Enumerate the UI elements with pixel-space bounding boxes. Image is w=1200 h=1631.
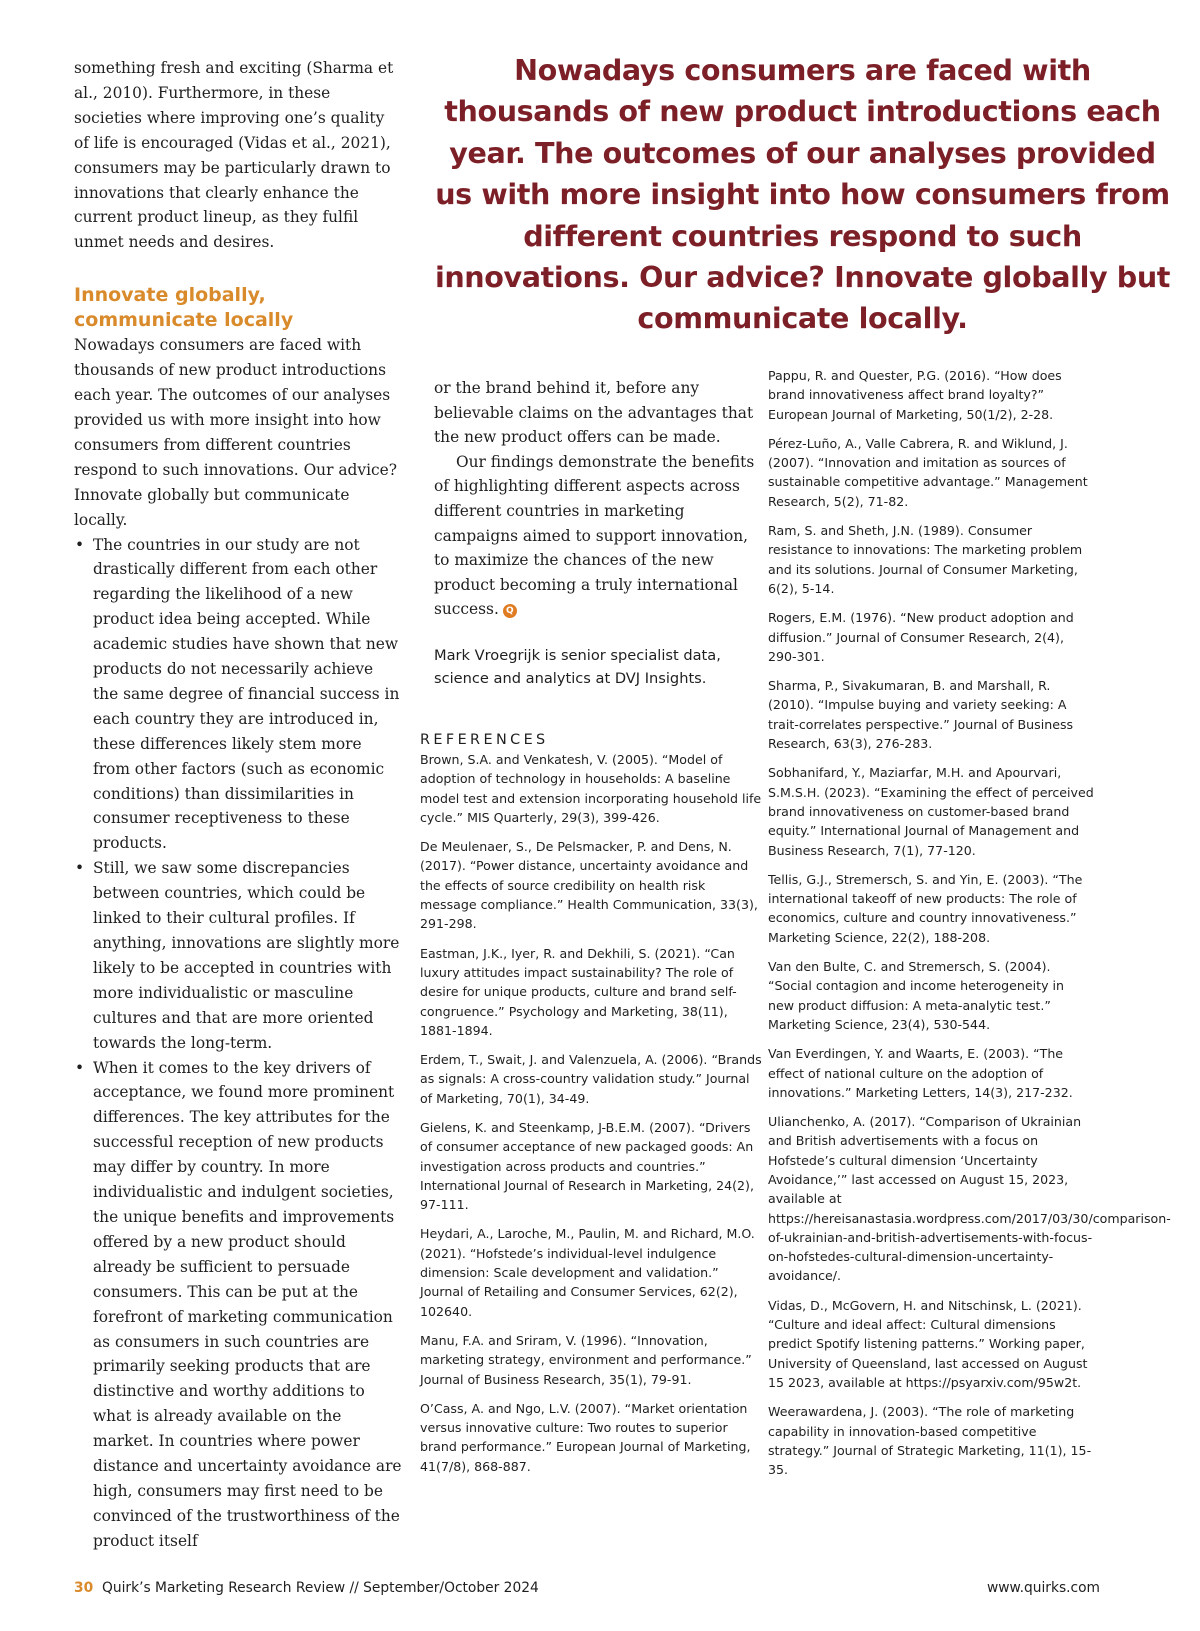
body-text bbox=[434, 376, 762, 622]
reference-item: Vidas, D., McGovern, H. and Nitschinsk, L. (2021). “Culture and ideal affect: Cultural dimensions predict Spotify listening patterns.” Working paper, University of Queensland, last accessed on August 15 2023, available at https://psyarxiv.com/95w2t. bbox=[768, 1297, 1088, 1390]
section-heading bbox=[74, 283, 402, 333]
reference-item: Van Everdingen, Y. and Waarts, E. (2003). “The effect of national culture on the adoption of innovations.” Marketing Letters, 14(3), 217-232. bbox=[768, 1046, 1073, 1100]
reference-item: Rogers, E.M. (1976). “New product adoption and diffusion.” Journal of Consumer Research, 2(4), 290-301. bbox=[768, 610, 1074, 664]
reference-item: Ulianchenko, A. (2017). “Comparison of Ukrainian and British advertisements with a focus on Hofstede’s cultural dimension ‘Uncertainty Avoidance,’” last accessed on August 15, 2023, available at https://hereisanastasia.wordpress.com/2017/03/30/comparison-of-ukrainian-and-british-advertisements-with-focus-on-hofstedes-cultural-dimension-uncertainty-avoidance/. bbox=[768, 1114, 1171, 1284]
references-list-part-1 bbox=[420, 750, 762, 1476]
website-url: www.quirks.com bbox=[986, 1580, 1100, 1596]
reference-item: Weerawardena, J. (2003). “The role of marketing capability in innovation-based competitive strategy.” Journal of Strategic Marketing, 11(1), 15-35. bbox=[768, 1404, 1092, 1478]
article-column-2 bbox=[420, 376, 762, 1486]
page-footer bbox=[74, 1580, 1100, 1604]
reference-item: Gielens, K. and Steenkamp, J-B.E.M. (2007). “Drivers of consumer acceptance of new packaged goods: An investigation across products and countries.” International Journal of Research in Marketing, 24(2), 97-111. bbox=[420, 1119, 754, 1213]
reference-item: Pappu, R. and Quester, P.G. (2016). “How does brand innovativeness affect brand loyalty?” European Journal of Marketing, 50(1/2), 2-28. bbox=[768, 368, 1062, 422]
article-column-1 bbox=[74, 56, 402, 1554]
reference-item: Eastman, J.K., Iyer, R. and Dekhili, S. (2021). “Can luxury attitudes impact sustainability? The role of desire for unique products, culture and brand self-congruence.” Psychology and Marketing, 38(11), 1881-1894. bbox=[420, 945, 737, 1038]
references-list-part-2 bbox=[768, 366, 1171, 1489]
reference-item: Manu, F.A. and Sriram, V. (1996). “Innovation, marketing strategy, environment and performance.” Journal of Business Research, 35(1), 79-91. bbox=[420, 1332, 752, 1387]
list-item: • When it comes to the key drivers of acceptance, we found more prominent differences. The key attributes for the successful reception of new products may differ by country. In more individualistic and indulgent societies, the unique benefits and improvements offered by a new product should already be sufficient to persuade consumers. This can be put at the forefront of marketing communication as consumers in such countries are primarily seeking products that are distinctive and worthy additions to what is already available on the market. In countries where power distance and uncertainty avoidance are high, consumers may first need to be convinced of the trustworthiness of the product itself bbox=[74, 1056, 402, 1554]
heading-line-1: Innovate globally, bbox=[74, 284, 266, 307]
page-number: 30 bbox=[74, 1580, 94, 1596]
reference-item: Van den Bulte, C. and Stremersch, S. (2004). “Social contagion and income heterogeneity in new product diffusion: A meta-analytic test.” Marketing Science, 23(4), 530-544. bbox=[768, 959, 1065, 1032]
author-bio: Mark Vroegrijk is senior specialist data, science and analytics at DVJ Insights. bbox=[434, 646, 721, 687]
reference-item: Pérez-Luño, A., Valle Cabrera, R. and Wiklund, J. (2007). “Innovation and imitation as sources of sustainable competitive advantage.” Management Research, 5(2), 71-82. bbox=[768, 435, 1088, 509]
heading-line-2: communicate locally bbox=[74, 309, 294, 332]
list-item: • Still, we saw some discrepancies between countries, which could be linked to their cultural profiles. If anything, innovations are slightly more likely to be accepted in countries with more individualistic or masculine cultures and that are more oriented towards the long-term. bbox=[74, 856, 402, 1055]
list-item: • The countries in our study are not drastically different from each other regarding the likelihood of a new product idea being accepted. While academic studies have shown that new products do not necessarily achieve the same degree of financial success in each country they are introduced in, these differences likely stem more from other factors (such as economic conditions) than dissimilarities in consumer receptiveness to these products. bbox=[74, 533, 402, 857]
reference-item: Brown, S.A. and Venkatesh, V. (2005). “Model of adoption of technology in households: A baseline model test and extension incorporating household life cycle.” MIS Quarterly, 29(3), 399-426. bbox=[420, 751, 762, 825]
reference-item: Erdem, T., Swait, J. and Valenzuela, A. (2006). “Brands as signals: A cross-country validation study.” Journal of Marketing, 70(1), 34-49. bbox=[420, 1052, 762, 1106]
reference-item: Sharma, P., Sivakumaran, B. and Marshall, R. (2010). “Impulse buying and variety seeking: A trait-correlates perspective.” Journal of Business Research, 63(3), 276-283. bbox=[768, 678, 1074, 752]
findings-paragraph bbox=[434, 450, 762, 622]
findings-text: Our findings demonstrate the benefits of highlighting different aspects across different countries in marketing campaigns aimed to support innovation, to maximize the chances of the new product becoming a truly international success. bbox=[434, 452, 755, 619]
continued-paragraph: or the brand behind it, before any believable claims on the advantages that the new product offers can be made. bbox=[434, 379, 754, 447]
intro-paragraph: something fresh and exciting (Sharma et al., 2010). Furthermore, in these societies where improving one’s quality of life is encouraged (Vidas et al., 2021), consumers may be particularly drawn to innovations that clearly enhance the current product lineup, as they fulfil unmet needs and desires. bbox=[74, 59, 394, 252]
end-mark-icon: Q bbox=[503, 604, 517, 618]
pull-quote: Nowadays consumers are faced with thousands of new product introductions each year. The outcomes of our analyses provided us with more insight into how consumers from different countries respond to such innovations. Our advice? Innovate globally but communicate locally. bbox=[434, 53, 1171, 336]
reference-item: Heydari, A., Laroche, M., Paulin, M. and Richard, M.O. (2021). “Hofstede’s individual-level indulgence dimension: Scale development and validation.” Journal of Retailing and Consumer Services, 62(2), 102640. bbox=[420, 1226, 755, 1319]
reference-item: Sobhanifard, Y., Maziarfar, M.H. and Apourvari, S.M.S.H. (2023). “Examining the effect of perceived brand innovativeness on customer-based brand equity.” International Journal of Management and Business Research, 7(1), 77-120. bbox=[768, 765, 1094, 858]
reference-item: Ram, S. and Sheth, J.N. (1989). Consumer resistance to innovations: The marketing problem and its solutions. Journal of Consumer Marketing, 6(2), 5-14. bbox=[768, 523, 1083, 596]
publication-info: Quirk’s Marketing Research Review // September/October 2024 bbox=[102, 1580, 539, 1596]
reference-item: Tellis, G.J., Stremersch, S. and Yin, E. (2003). “The international takeoff of new products: The role of economics, culture and country innovativeness.” Marketing Science, 22(2), 188-208. bbox=[768, 871, 1083, 945]
reference-item: De Meulenaer, S., De Pelsmacker, P. and Dens, N. (2017). “Power distance, uncertainty avoidance and the effects of source credibility on health risk message compliance.” Health Communication, 33(3), 291-298. bbox=[420, 839, 758, 932]
reference-item: O’Cass, A. and Ngo, L.V. (2007). “Market orientation versus innovative culture: Two routes to superior brand performance.” European Journal of Marketing, 41(7/8), 868-887. bbox=[420, 1400, 751, 1474]
advice-paragraph: Nowadays consumers are faced with thousands of new product introductions each year. The outcomes of our analyses provided us with more insight into how consumers from different countries respond to such innovations. Our advice? Innovate globally but communicate locally. bbox=[74, 336, 397, 529]
findings-list bbox=[74, 533, 402, 1554]
references-title: REFERENCES bbox=[420, 731, 549, 748]
